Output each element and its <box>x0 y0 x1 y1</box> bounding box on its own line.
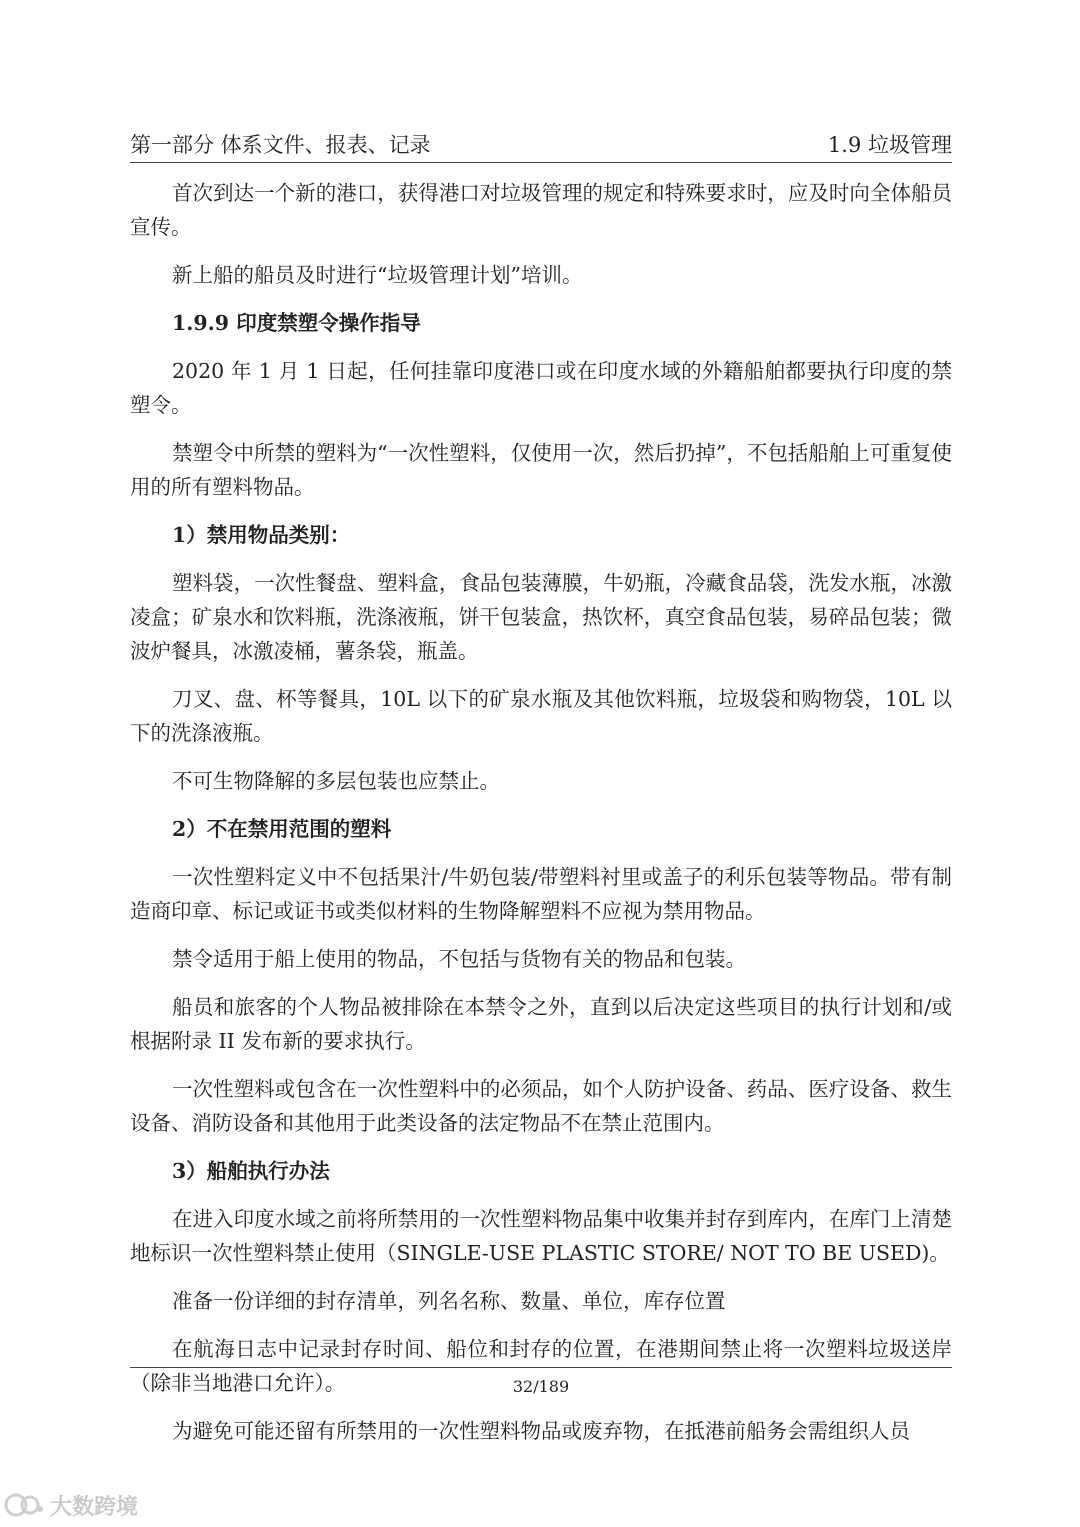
paragraph: 刀叉、盘、杯等餐具，10L 以下的矿泉水瓶及其他饮料瓶，垃圾袋和购物袋，10L 以下的洗涤液瓶。 <box>130 687 952 745</box>
section-heading: 1.9.9 印度禁塑令操作指导 <box>172 311 421 335</box>
paragraph: 准备一份详细的封存清单，列名名称、数量、单位，库存位置 <box>172 1289 726 1313</box>
header-section-title: 第一部分 体系文件、报表、记录 <box>130 133 431 157</box>
watermark-text: 大数跨境 <box>50 1494 139 1520</box>
paragraph: 2020 年 1 月 1 日起，任何挂靠印度港口或在印度水域的外籍船舶都要执行印度的禁塑令。 <box>130 359 952 417</box>
footer-rule <box>130 1367 952 1368</box>
page-header <box>130 130 952 160</box>
page-body <box>130 176 952 1462</box>
paragraph: 禁塑令中所禁的塑料为“一次性塑料，仅使用一次，然后扔掉”，不包括船舶上可重复使用的所有塑料物品。 <box>130 441 952 499</box>
paragraph: 不可生物降解的多层包装也应禁止。 <box>172 769 500 793</box>
paragraph: 为避免可能还留有所禁用的一次性塑料物品或废弃物，在抵港前船务会需组织人员 <box>172 1419 910 1443</box>
header-rule <box>130 162 952 163</box>
watermark <box>4 1488 138 1522</box>
paragraph: 船员和旅客的个人物品被排除在本禁令之外，直到以后决定这些项目的执行计划和/或根据附录 II 发布新的要求执行。 <box>130 995 952 1053</box>
subsection-heading: 1）禁用物品类别： <box>172 523 351 547</box>
paragraph: 在航海日志中记录封存时间、船位和封存的位置，在港期间禁止将一次塑料垃圾送岸（除非当地港口允许）。 <box>130 1337 952 1395</box>
paragraph: 在进入印度水域之前将所禁用的一次性塑料物品集中收集并封存到库内，在库门上清楚地标识一次性塑料禁止使用（SINGLE-USE PLASTIC STORE/ NOT TO BE USED)。 <box>130 1207 952 1265</box>
paragraph: 首次到达一个新的港口，获得港口对垃圾管理的规定和特殊要求时，应及时向全体船员宣传。 <box>130 181 952 239</box>
paragraph: 塑料袋，一次性餐盘、塑料盒，食品包装薄膜，牛奶瓶，冷藏食品袋，洗发水瓶，冰激凌盒；矿泉水和饮料瓶，洗涤液瓶，饼干包装盒，热饮杯，真空食品包装，易碎品包装；微波炉餐具，冰激凌桶，薯条袋，瓶盖。 <box>130 571 952 663</box>
header-chapter-title: 1.9 垃圾管理 <box>827 133 952 157</box>
subsection-heading: 3）船舶执行办法 <box>172 1159 330 1183</box>
paragraph: 一次性塑料定义中不包括果汁/牛奶包装/带塑料衬里或盖子的利乐包装等物品。带有制造商印章、标记或证书或类似材料的生物降解塑料不应视为禁用物品。 <box>130 865 952 923</box>
page-number: 32/189 <box>512 1377 570 1396</box>
paragraph: 禁令适用于船上使用的物品，不包括与货物有关的物品和包装。 <box>172 947 746 971</box>
subsection-heading: 2）不在禁用范围的塑料 <box>172 817 392 841</box>
paragraph: 新上船的船员及时进行“垃圾管理计划”培训。 <box>172 263 583 287</box>
watermark-logo-icon <box>4 1490 44 1520</box>
paragraph: 一次性塑料或包含在一次性塑料中的必须品，如个人防护设备、药品、医疗设备、救生设备、消防设备和其他用于此类设备的法定物品不在禁止范围内。 <box>130 1077 952 1135</box>
